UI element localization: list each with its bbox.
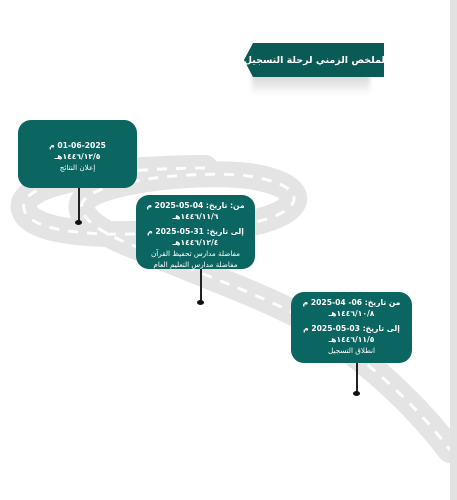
milestone-start-date: من تاريخ: 06- 04-2025 م — [302, 298, 401, 307]
vertical-scrollbar[interactable] — [450, 0, 457, 500]
milestone-start-hijri: ١٤٤٦/١١/٦هـ — [172, 212, 219, 221]
milestone-pin-dot — [353, 391, 360, 396]
milestone-card-results — [18, 120, 137, 188]
timeline-title: الملخص الزمني لرحلة التسجيل — [243, 54, 389, 66]
milestone-end-date: إلى تاريخ: 03-05-2025 م — [303, 324, 400, 333]
milestone-label: إعلان النتائج — [59, 163, 96, 172]
milestone-start-hijri: ١٤٤٦/١٠/٨هـ — [328, 309, 375, 318]
milestone-card-registration — [291, 292, 412, 363]
milestone-pin — [356, 363, 358, 393]
milestone-start-date: من: تاريخ: 04-05-2025 م — [146, 201, 245, 210]
milestone-end-hijri: ١٤٤٦/١٢/٤هـ — [172, 238, 219, 247]
title-banner — [243, 43, 389, 77]
milestone-end-hijri: ١٤٤٦/١١/٥هـ — [328, 335, 375, 344]
milestone-pin-dot — [75, 220, 82, 225]
milestone-label: انطلاق التسجيل — [327, 346, 376, 355]
milestone-pin — [78, 188, 80, 222]
milestone-card-selection — [136, 195, 255, 269]
milestone-end-date: إلى تاريخ: 31-05-2025 م — [147, 227, 244, 236]
milestone-label: مفاضلة مدارس تحفيظ القرآن — [150, 249, 241, 258]
milestone-label: مفاضلة مدارس التعليم العام — [153, 260, 238, 269]
milestone-hijri-date: ١٤٤٦/١٢/٥هـ — [54, 152, 101, 161]
milestone-pin — [200, 269, 202, 302]
milestone-pin-dot — [197, 300, 204, 305]
milestone-date: 01-06-2025 م — [49, 141, 106, 150]
